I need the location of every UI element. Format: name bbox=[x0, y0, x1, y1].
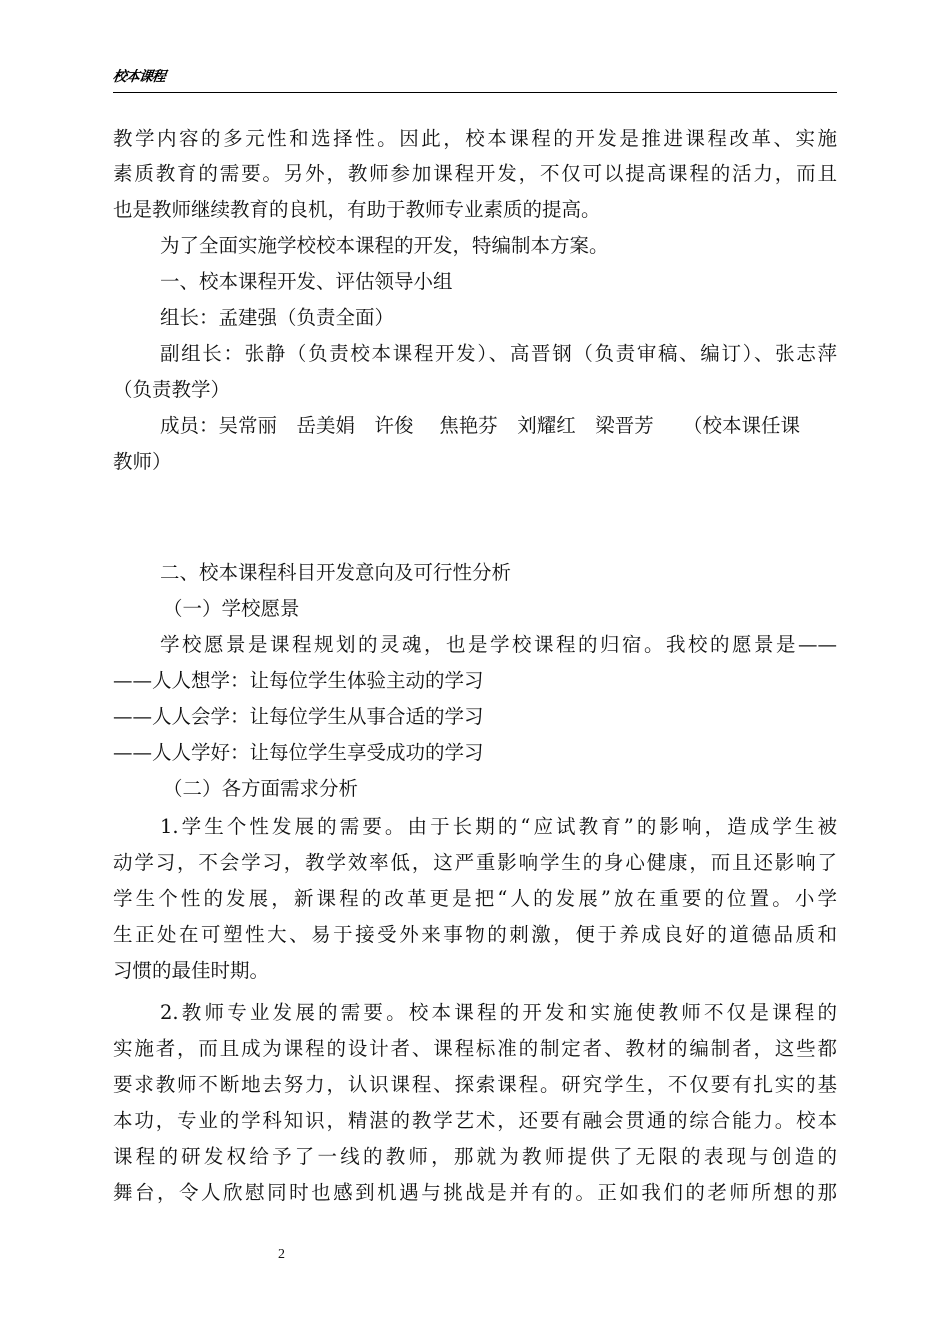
body-line: 也是教师继续教育的良机，有助于教师专业素质的提高。 bbox=[113, 198, 601, 221]
section-heading: 二、校本课程科目开发意向及可行性分析 bbox=[160, 561, 512, 584]
body-line: 生正处在可塑性大、易于接受外来事物的刺激，便于养成良好的道德品质和 bbox=[113, 923, 837, 946]
header-rule bbox=[113, 92, 837, 93]
body-line: 课程的研发权给予了一线的教师，那就为教师提供了无限的表现与创造的 bbox=[113, 1145, 837, 1168]
body-line: 学校愿景是课程规划的灵魂，也是学校课程的归宿。我校的愿景是—— bbox=[160, 633, 837, 656]
body-line: 习惯的最佳时期。 bbox=[113, 959, 270, 982]
body-line: 教师） bbox=[113, 450, 172, 473]
body-line: 为了全面实施学校校本课程的开发，特编制本方案。 bbox=[160, 234, 609, 257]
section-heading: 一、校本课程开发、评估领导小组 bbox=[160, 270, 453, 293]
body-line: 1.学生个性发展的需要。由于长期的“应试教育”的影响，造成学生被 bbox=[160, 815, 837, 838]
body-line: 本功，专业的学科知识，精湛的教学艺术，还要有融会贯通的综合能力。校本 bbox=[113, 1109, 837, 1132]
list-item: ——人人会学：让每位学生从事合适的学习 bbox=[113, 705, 484, 728]
body-line: 要求教师不断地去努力，认识课程、探索课程。研究学生，不仅要有扎实的基 bbox=[113, 1073, 837, 1096]
body-line: 组长：孟建强（负责全面） bbox=[160, 306, 395, 329]
body-line: 素质教育的需要。另外，教师参加课程开发，不仅可以提高课程的活力，而且 bbox=[113, 162, 837, 185]
body-line: 舞台，令人欣慰同时也感到机遇与挑战是并有的。正如我们的老师所想的那 bbox=[113, 1181, 837, 1204]
subsection-heading: （一）学校愿景 bbox=[163, 597, 300, 620]
list-item: ——人人想学：让每位学生体验主动的学习 bbox=[113, 669, 484, 692]
body-line: 副组长：张静（负责校本课程开发）、高晋钢（负责审稿、编订）、张志萍 bbox=[160, 342, 837, 365]
body-line: 实施者，而且成为课程的设计者、课程标准的制定者、教材的编制者，这些都 bbox=[113, 1037, 837, 1060]
body-line: 动学习，不会学习，教学效率低，这严重影响学生的身心健康，而且还影响了 bbox=[113, 851, 837, 874]
body-line: 2.教师专业发展的需要。校本课程的开发和实施使教师不仅是课程的 bbox=[160, 1001, 837, 1024]
header-logo: 校本课程 bbox=[111, 69, 166, 85]
body-line: （负责教学） bbox=[113, 378, 231, 401]
page-number: 2 bbox=[278, 1247, 285, 1262]
body-line: 教学内容的多元性和选择性。因此，校本课程的开发是推进课程改革、实施 bbox=[113, 127, 837, 150]
subsection-heading: （二）各方面需求分析 bbox=[163, 777, 359, 800]
list-item: ——人人学好：让每位学生享受成功的学习 bbox=[113, 741, 484, 764]
body-line: 学生个性的发展，新课程的改革更是把“人的发展”放在重要的位置。小学 bbox=[113, 887, 837, 910]
body-line: 成员：吴常丽 岳美娟 许俊 焦艳芬 刘耀红 梁晋芳 （校本课任课 bbox=[160, 414, 800, 437]
